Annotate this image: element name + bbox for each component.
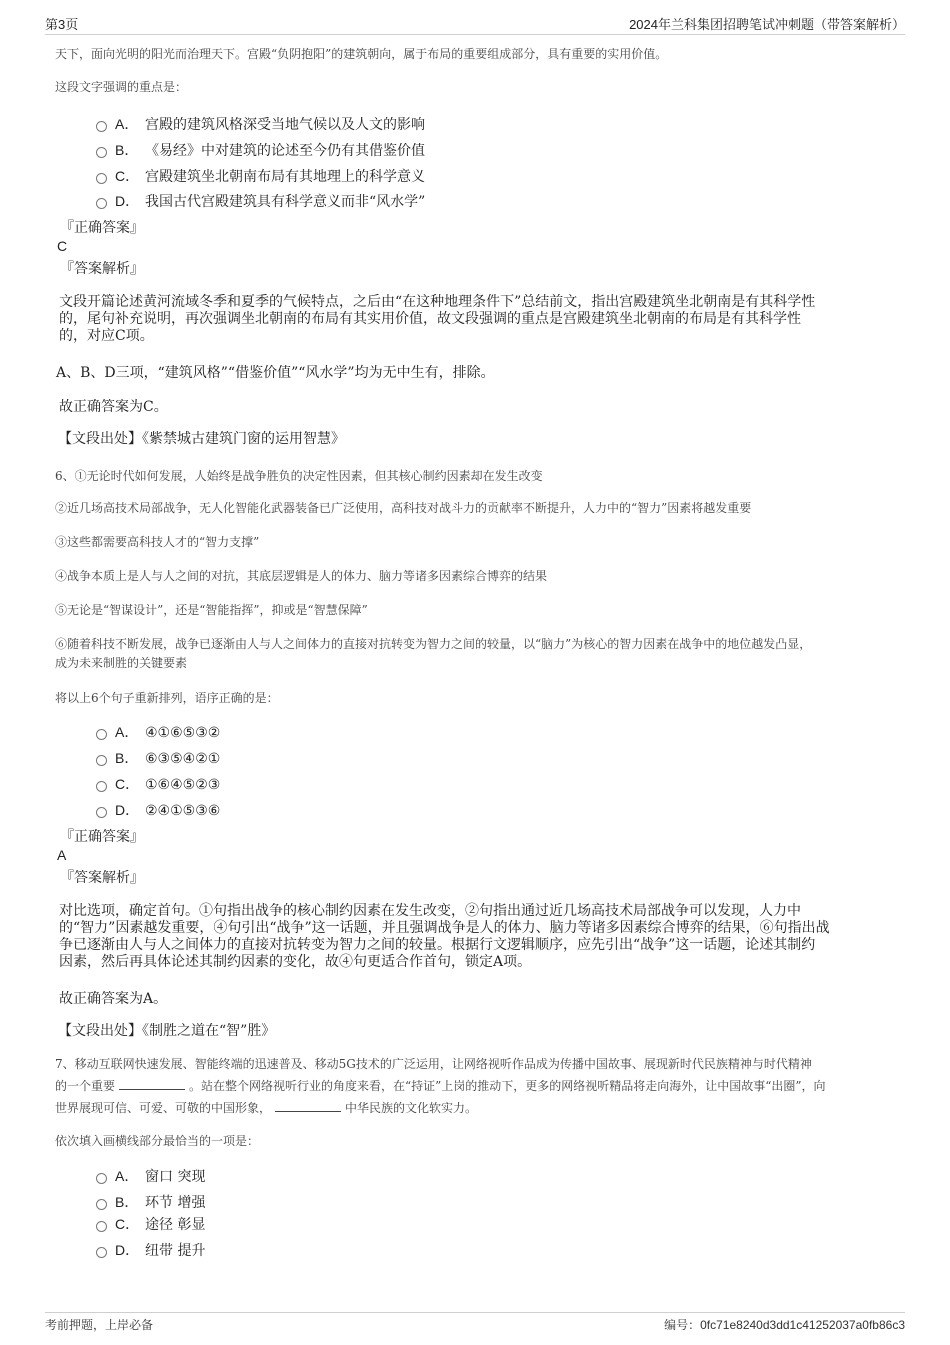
q5-analysis: 文段开篇论述黄河流域冬季和夏季的气候特点，之后由“在这种地理条件下”总结前文，指出宫殿建筑坐北朝南是有其科学性 的，尾句补充说明，再次强调坐北朝南的布局有其实用价值，故文段强调的重点是宫殿建筑坐北朝南的布局是有其科学性 的，对应C项。 (59, 294, 816, 344)
q7-option-b[interactable]: B． 环节 增强 (96, 1192, 205, 1212)
q5-intro: 天下，面向光明的阳光而治理天下。宫殿“负阴抱阳”的建筑朝向，属于布局的重要组成部分，具有重要的实用价值。 (55, 47, 668, 61)
radio-icon[interactable] (96, 729, 107, 740)
q6-analysis: 对比选项，确定首句。①句指出战争的核心制约因素在发生改变，②句指出通过近几场高技术局部战争可以发现，人力中 的“智力”因素越发重要，④句引出“战争”这一话题，并且强调战争是人的体力、脑力等诸多因素综合博弈的结果，⑥句指出战 争已逐渐由人与人之间体力的直接对抗转变为智力之间的较量。根据行文逻辑顺序，应先引出“战争”这一话题，论述其制约 因素，然后再具体论述其制约因素的变化，故④句更适合作首句，锁定A项。 (59, 903, 830, 970)
radio-icon[interactable] (96, 781, 107, 792)
q6-sentence-3: ③这些都需要高科技人才的“智力支撑” (55, 535, 260, 549)
q6-sentence-1: 6、①无论时代如何发展，人始终是战争胜负的决定性因素，但其核心制约因素却在发生改变 (55, 469, 543, 483)
page-number: 第3页 (45, 17, 79, 32)
radio-icon[interactable] (96, 1199, 107, 1210)
page-footer (45, 1312, 905, 1333)
radio-icon[interactable] (96, 1247, 107, 1258)
radio-icon[interactable] (96, 173, 107, 184)
q6-conclusion: 故正确答案为A。 (59, 991, 168, 1007)
q5-answer: C (57, 238, 68, 254)
q6-sentence-4: ④战争本质上是人与人之间的对抗，其底层逻辑是人的体力、脑力等诸多因素综合博弈的结果 (55, 569, 548, 583)
fill-blank-1[interactable] (119, 1077, 185, 1090)
q6-option-a[interactable]: A． ④①⑥⑤③② (96, 722, 220, 742)
q5-answer-label: 『正确答案』 (60, 220, 144, 236)
radio-icon[interactable] (96, 755, 107, 766)
q7-prompt: 依次填入画横线部分最恰当的一项是： (55, 1134, 260, 1148)
radio-icon[interactable] (96, 147, 107, 158)
q7-option-d[interactable]: D． 纽带 提升 (96, 1240, 205, 1260)
page-header (45, 14, 905, 35)
q5-option-a[interactable]: A． 宫殿的建筑风格深受当地气候以及人文的影响 (96, 114, 425, 134)
q5-option-b[interactable]: B． 《易经》中对建筑的论述至今仍有其借鉴价值 (96, 140, 425, 160)
q6-answer: A (57, 847, 67, 863)
q7-option-a[interactable]: A． 窗口 突现 (96, 1166, 205, 1186)
q5-option-d[interactable]: D． 我国古代宫殿建筑具有科学意义而非“风水学” (96, 191, 425, 211)
q6-prompt: 将以上6个句子重新排列，语序正确的是： (55, 691, 279, 705)
q5-conclusion: 故正确答案为C。 (59, 399, 168, 415)
q5-source: 【文段出处】《紫禁城古建筑门窗的运用智慧》 (58, 431, 345, 447)
radio-icon[interactable] (96, 121, 107, 132)
q5-analysis-label: 『答案解析』 (60, 261, 144, 277)
radio-icon[interactable] (96, 1173, 107, 1184)
radio-icon[interactable] (96, 198, 107, 209)
document-title: 2024年兰科集团招聘笔试冲刺题（带答案解析） (629, 17, 905, 32)
q7-option-c[interactable]: C． 途径 彰显 (96, 1214, 205, 1234)
q5-analysis-2: A、B、D三项，“建筑风格”“借鉴价值”“风水学”均为无中生有，排除。 (56, 365, 495, 381)
document-code: 编号：0fc71e8240d3dd1c41252037a0fb86c3 (664, 1318, 905, 1332)
footer-slogan: 考前押题，上岸必备 (45, 1318, 154, 1332)
q7-stem: 7、移动互联网快速发展、智能终端的迅速普及、移动5G技术的广泛运用，让网络视听作品成为传播中国故事、展现新时代民族精神与时代精神 的一个重要 。站在整个网络视听行业的角度来看，在“持证”上岗的推动下，更多的网络视听精品将走向海外，让中国故事“出圈”，向 世界展现可信、可爱、可敬的中国形象， 中华民族的文化软实力。 (55, 1057, 826, 1115)
q6-option-d[interactable]: D． ②④①⑤③⑥ (96, 800, 220, 820)
fill-blank-2[interactable] (275, 1099, 341, 1112)
q6-sentence-6: ⑥随着科技不断发展，战争已逐渐由人与人之间体力的直接对抗转变为智力之间的较量，以“脑力”为核心的智力因素在战争中的地位越发凸显， 成为未来制胜的关键要素 (55, 637, 812, 670)
radio-icon[interactable] (96, 807, 107, 818)
radio-icon[interactable] (96, 1221, 107, 1232)
q5-option-c[interactable]: C． 宫殿建筑坐北朝南布局有其地理上的科学意义 (96, 166, 425, 186)
q6-sentence-2: ②近几场高技术局部战争，无人化智能化武器装备已广泛使用，高科技对战斗力的贡献率不断提升，人力中的“智力”因素将越发重要 (55, 501, 752, 515)
q6-sentence-5: ⑤无论是“智谋设计”，还是“智能指挥”，抑或是“智慧保障” (55, 603, 368, 617)
q6-option-b[interactable]: B． ⑥③⑤④②① (96, 748, 220, 768)
q6-answer-label: 『正确答案』 (60, 829, 144, 845)
q6-option-c[interactable]: C． ①⑥④⑤②③ (96, 774, 220, 794)
q6-source: 【文段出处】《制胜之道在“智”胜》 (58, 1023, 276, 1039)
q5-prompt: 这段文字强调的重点是： (55, 80, 188, 94)
q6-analysis-label: 『答案解析』 (60, 870, 144, 886)
